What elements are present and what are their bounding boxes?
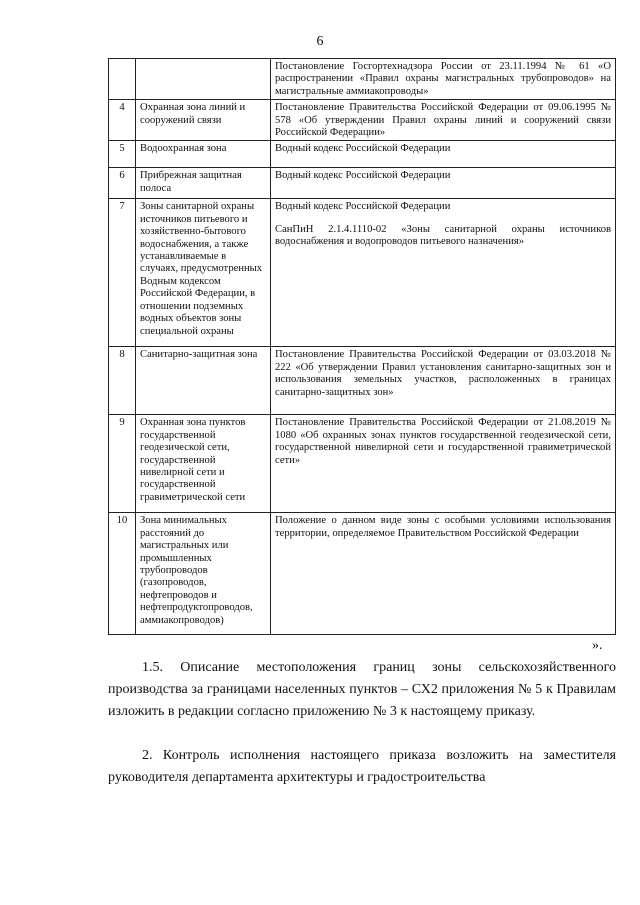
legal-basis (271, 415, 616, 513)
legal-basis-text: Водный кодекс Российской Федерации (275, 143, 451, 155)
zone-name (136, 59, 271, 100)
row-number (109, 59, 136, 100)
table-row (109, 513, 616, 635)
legal-basis (271, 513, 616, 635)
row-number: 8 (109, 347, 136, 415)
table-row (109, 168, 616, 199)
legal-basis-text: Постановление Госгортехнадзора России от 23.11.1994 № 61 «О распространении «Правил охраны магистральных трубопроводов» на магистральные аммиакопроводы» (275, 61, 611, 97)
zone-name: Зоны санитарной охраны источников питьевого и хозяйственно-бытового водоснабжения, а также устанавливаемые в случаях, предусмотренных Водным кодексом Российской Федерации, в отношении подземных водных объектов зоны специальной охраны (136, 199, 271, 347)
legal-basis (271, 168, 616, 199)
table-row (109, 199, 616, 347)
legal-basis (271, 100, 616, 141)
table-row (109, 100, 616, 141)
table-row (109, 347, 616, 415)
table-row (109, 141, 616, 168)
row-number: 5 (109, 141, 136, 168)
table-row (109, 59, 616, 100)
legal-basis-text: Постановление Правительства Российской Федерации от 09.06.1995 № 578 «Об утверждении Правил охраны линий и сооружений связи Российской Федерации» (275, 102, 611, 139)
legal-basis (271, 59, 616, 100)
table-row (109, 415, 616, 513)
paragraph-1-5: 1.5. Описание местоположения границ зоны сельскохозяйственного производства за границами населенных пунктов – СХ2 приложения № 5 к Правилам изложить в редакции согласно приложению № 3 к настоящему приказу. (108, 660, 616, 719)
legal-basis (271, 199, 616, 347)
legal-basis (271, 347, 616, 415)
legal-basis-text: Водный кодекс Российской Федерации (275, 170, 451, 182)
zone-name: Прибрежная защитная полоса (136, 168, 271, 199)
legal-basis-text: Постановление Правительства Российской Федерации от 21.08.2019 № 1080 «Об охранных зонах пунктов государственной геодезической сети, государственной нивелирной сети и государственной гравиметрической сети» (275, 417, 611, 466)
zones-table (108, 58, 616, 635)
legal-basis-text: СанПиН 2.1.4.1110-02 «Зоны санитарной охраны источников водоснабжения и водопроводов питьевого назначения» (275, 223, 611, 248)
paragraph-2: 2. Контроль исполнения настоящего приказа возложить на заместителя руководителя департамента архитектуры и градостроительства (108, 748, 616, 785)
row-number: 7 (109, 199, 136, 347)
row-number: 9 (109, 415, 136, 513)
zone-name: Охранная зона пунктов государственной геодезической сети, государственной нивелирной сети и государственной гравиметрической сети (136, 415, 271, 513)
legal-basis-text: Положение о данном виде зоны с особыми условиями использования территории, определяемое Правительством Российской Федерации (275, 515, 611, 539)
zone-name: Водоохранная зона (136, 141, 271, 168)
closing-quote: ». (592, 638, 603, 653)
legal-basis-text: Водный кодекс Российской Федерации (275, 201, 451, 213)
legal-basis-text: Постановление Правительства Российской Федерации от 03.03.2018 № 222 «Об утверждении Правил установления санитарно-защитных зон и использования земельных участков, расположенных в границах санитарно-защитных зон» (275, 349, 611, 398)
legal-basis (271, 141, 616, 168)
page-number: 6 (316, 34, 324, 49)
row-number: 10 (109, 513, 136, 635)
zone-name: Зона минимальных расстояний до магистральных или промышленных трубопроводов (газопроводов, нефтепроводов и нефтепродуктопроводов, аммиакопроводов) (136, 513, 271, 635)
zone-name: Охранная зона линий и сооружений связи (136, 100, 271, 141)
zone-name: Санитарно-защитная зона (136, 347, 271, 415)
row-number: 4 (109, 100, 136, 141)
row-number: 6 (109, 168, 136, 199)
